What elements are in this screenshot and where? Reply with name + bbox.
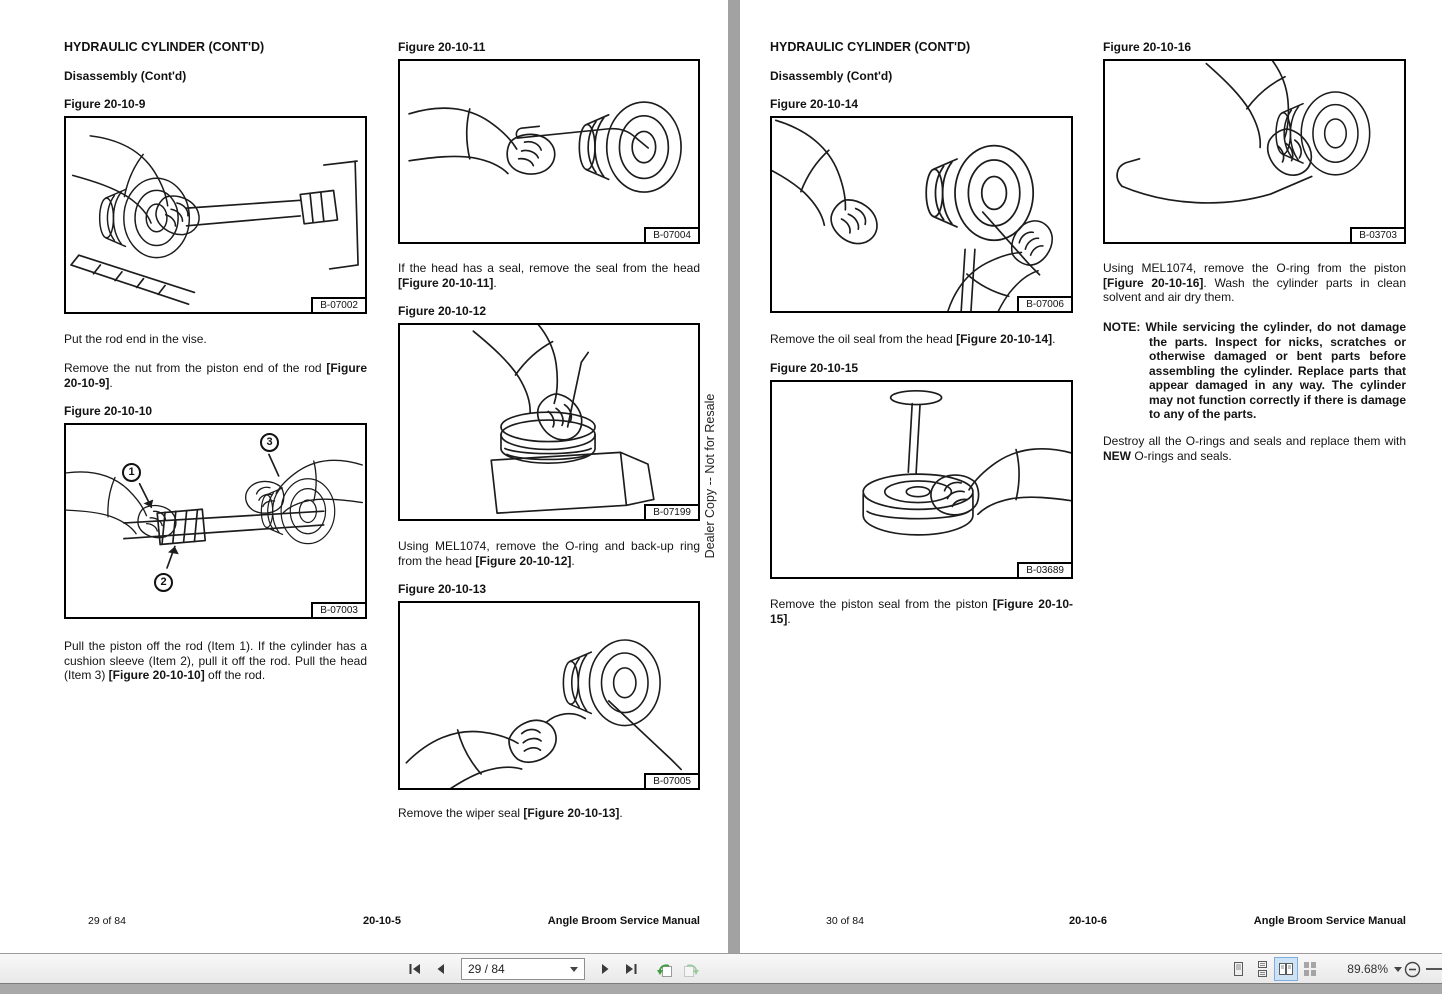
figure-20-10-13-label: Figure 20-10-13 [398,582,487,596]
figure-20-10-9-label: Figure 20-10-9 [64,97,146,111]
note-label: NOTE: [1103,320,1141,334]
piston-seal-drawing [772,382,1071,577]
next-page-button[interactable] [593,957,617,981]
figure-20-10-12-image [398,323,700,521]
oil-seal-drawing [772,118,1071,311]
section-title: HYDRAULIC CYLINDER (CONT'D) [770,40,971,54]
callout-3: 3 [260,433,279,452]
zoom-slider[interactable] [1426,957,1442,981]
two-page-continuous-view-icon [1302,961,1318,977]
single-page-view-button[interactable] [1226,957,1250,981]
zoom-slider-track [1426,968,1442,970]
next-view-button[interactable] [679,957,703,981]
cylinder-vise-drawing [66,118,365,312]
callout-1: 1 [122,463,141,482]
bottom-toolbar [0,953,1442,983]
next-view-icon [682,961,700,978]
figure-20-10-15-tag: B-03689 [1017,562,1073,579]
wiper-seal-drawing [400,603,698,788]
figure-20-10-10-label: Figure 20-10-10 [64,404,153,418]
figure-20-10-11-label: Figure 20-10-11 [398,40,486,54]
section-number-footer: 20-10-6 [1069,915,1107,927]
zoom-dropdown-caret-icon[interactable] [1394,967,1402,972]
note-block [1103,320,1406,422]
figure-20-10-12-label: Figure 20-10-12 [398,304,487,318]
prev-page-button[interactable] [429,957,453,981]
page-number-input[interactable] [461,958,585,980]
last-page-button[interactable] [619,957,643,981]
figure-20-10-16-image [1103,59,1406,244]
last-page-icon [623,961,639,977]
figure-20-10-9-image [64,116,367,314]
figure-20-10-14-tag: B-07006 [1017,296,1073,313]
figure-20-10-13-tag: B-07005 [644,773,700,790]
section-subtitle: Disassembly (Cont'd) [770,69,893,83]
continuous-view-button[interactable] [1250,957,1274,981]
section-number-footer: 20-10-5 [363,915,401,927]
page-dropdown-caret-icon [570,967,578,972]
figure-20-10-13-image [398,601,700,790]
previous-view-button[interactable] [653,957,677,981]
figure-20-10-16-label: Figure 20-10-16 [1103,40,1192,54]
oring-removal-drawing [400,325,698,519]
figure-20-10-15-image [770,380,1073,579]
status-strip [0,983,1442,994]
figure-20-10-14-image [770,116,1073,313]
instruction-paragraph: Remove the wiper seal [Figure 20-10-13]. [398,806,623,820]
callout-2: 2 [154,573,173,592]
previous-view-icon [656,961,674,978]
previous-page-icon [433,961,449,977]
figure-20-10-11-image [398,59,700,244]
section-subtitle: Disassembly (Cont'd) [64,69,187,83]
two-page-view-button[interactable] [1274,957,1298,981]
page-number-value: 29 / 84 [468,962,505,976]
next-page-icon [597,961,613,977]
zoom-out-button[interactable] [1402,957,1422,981]
section-title: HYDRAULIC CYLINDER (CONT'D) [64,40,265,54]
figure-20-10-15-label: Figure 20-10-15 [770,361,859,375]
page-29 [0,0,728,953]
manual-title-footer: Angle Broom Service Manual [1253,915,1406,927]
dealer-watermark: Dealer Copy -- Not for Resale [703,393,717,559]
figure-20-10-11-tag: B-07004 [644,227,700,244]
zoom-level[interactable]: 89.68% [1347,962,1388,976]
page-count-footer: 30 of 84 [826,915,864,927]
manual-title-footer: Angle Broom Service Manual [547,915,700,927]
figure-20-10-9-tag: B-07002 [311,297,367,314]
instruction-paragraph: Destroy all the O-rings and seals and replace them with NEW O-rings and seals. [1103,434,1406,463]
two-page-continuous-view-button[interactable] [1298,957,1322,981]
piston-rod-drawing [66,425,365,617]
instruction-paragraph: If the head has a seal, remove the seal from the head [Figure 20-10-11]. [398,261,700,290]
note-text: While servicing the cylinder, do not damage the parts. Inspect for nicks, scratches or otherwise damaged or bent parts before assembling the cylinder. Replace parts that appear damaged in any way. The cylinder may not function correctly if there is damage to any of the parts. [1145,320,1406,421]
first-page-button[interactable] [403,957,427,981]
page-30 [740,0,1442,953]
figure-20-10-10-image [64,423,367,619]
instruction-paragraph: Remove the oil seal from the head [Figure 20-10-14]. [770,332,1056,346]
continuous-view-icon [1254,961,1270,977]
page-navigation-group [403,954,703,984]
view-zoom-group [1226,954,1442,984]
figure-20-10-16-tag: B-03703 [1350,227,1406,244]
seal-removal-drawing [400,61,698,242]
figure-20-10-12-tag: B-07199 [644,504,700,521]
figure-20-10-10-tag: B-07003 [311,602,367,619]
single-page-view-icon [1230,961,1246,977]
instruction-paragraph: Pull the piston off the rod (Item 1). If the cylinder has a cushion sleeve (Item 2), pull it off the rod. Pull the head (Item 3) [Figure 20-10-10] off the rod. [64,639,367,683]
piston-oring-drawing [1105,61,1404,242]
first-page-icon [407,961,423,977]
instruction-paragraph: Using MEL1074, remove the O-ring and back-up ring from the head [Figure 20-10-12]. [398,539,700,568]
instruction-paragraph: Put the rod end in the vise. [64,332,207,346]
figure-20-10-14-label: Figure 20-10-14 [770,97,859,111]
instruction-paragraph: Remove the piston seal from the piston [Figure 20-10-15]. [770,597,1073,626]
page-count-footer: 29 of 84 [88,915,126,927]
zoom-out-icon [1404,961,1421,978]
instruction-paragraph: Remove the nut from the piston end of the rod [Figure 20-10-9]. [64,361,367,390]
instruction-paragraph: Using MEL1074, remove the O-ring from the piston [Figure 20-10-16]. Wash the cylinder parts in clean solvent and air dry them. [1103,261,1407,305]
two-page-view-icon [1278,961,1294,977]
